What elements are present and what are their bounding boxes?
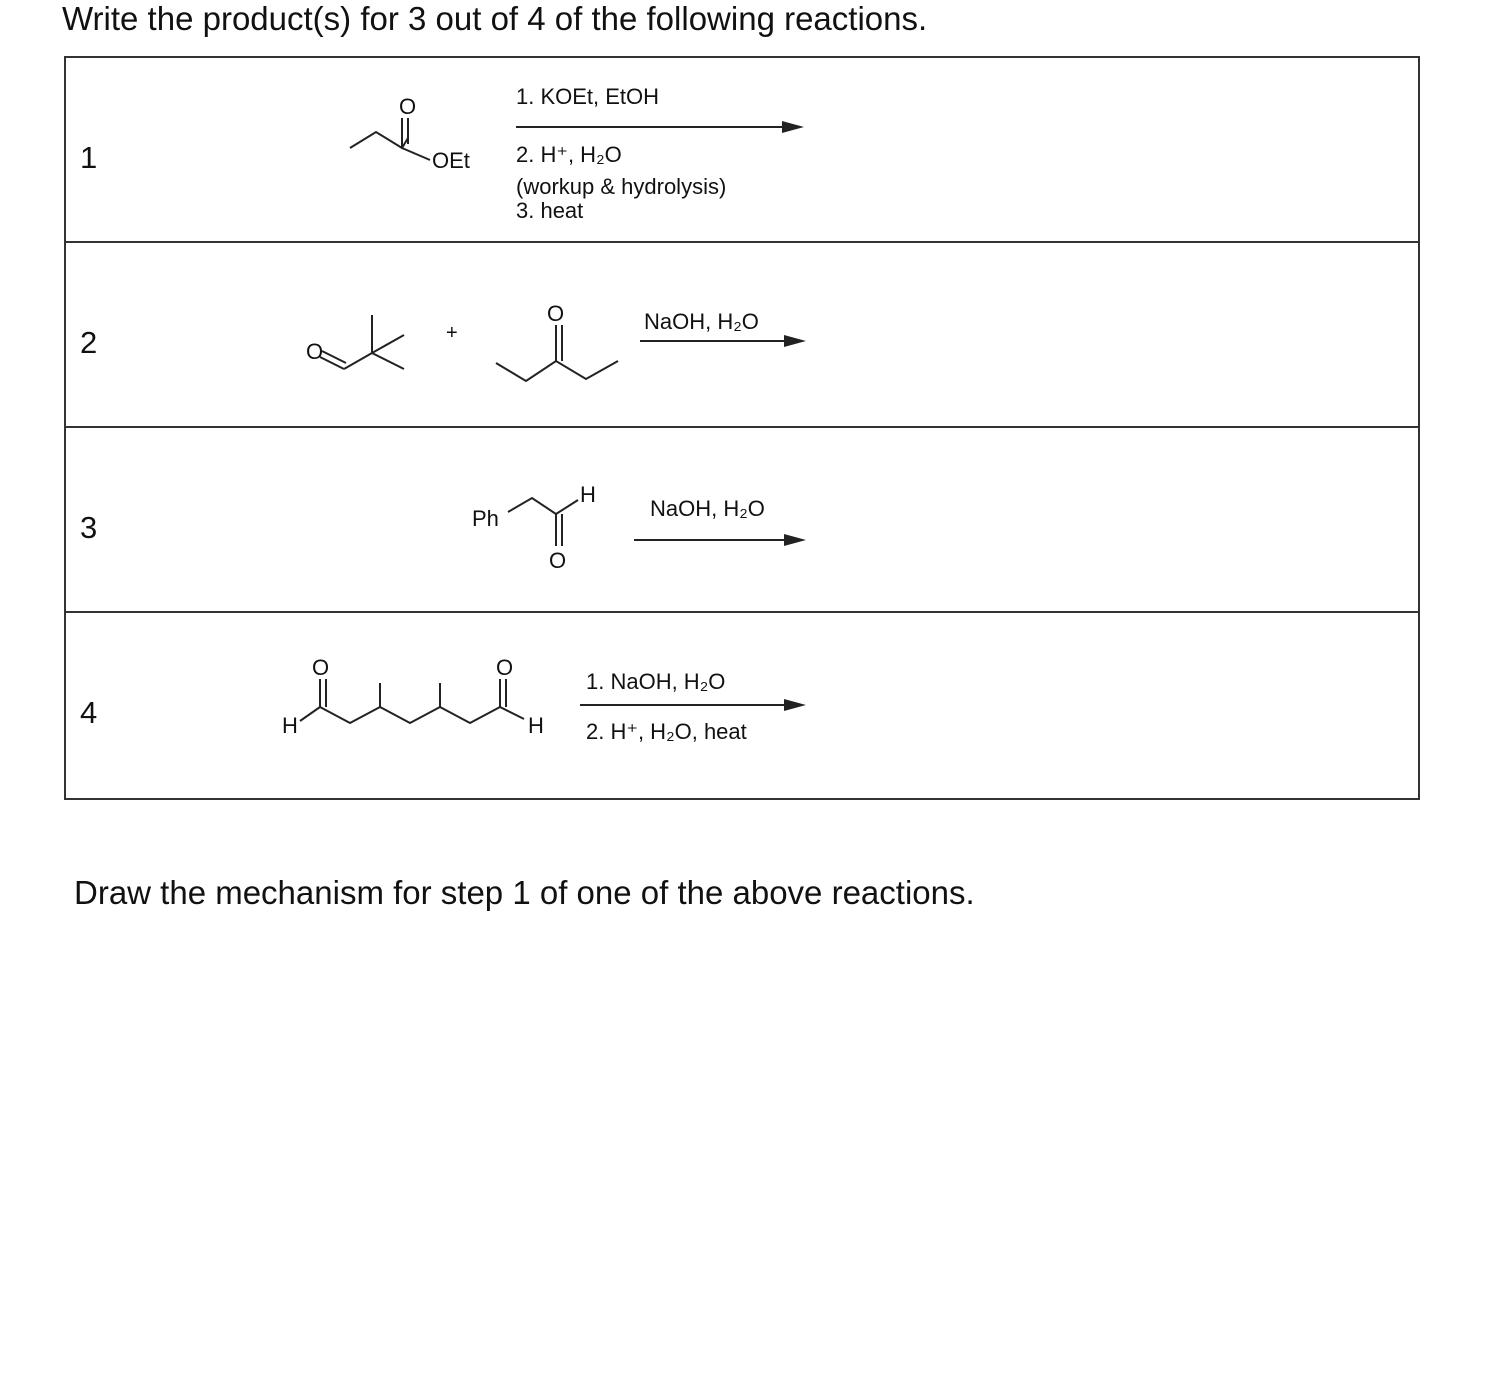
plus-sign: +	[446, 322, 458, 344]
condition-step-2: 2. H⁺, H₂O, heat	[586, 719, 747, 744]
carbonyl-o-label: O	[549, 548, 567, 573]
arrow-head	[784, 335, 806, 347]
reaction-row-3	[66, 428, 1418, 613]
condition: NaOH, H₂O	[650, 496, 765, 521]
condition-step-2: 2. H⁺, H₂O	[516, 142, 622, 167]
row-number: 1	[80, 140, 98, 175]
reaction-table	[64, 56, 1420, 800]
row-number: 4	[80, 695, 98, 730]
arrow-head	[782, 121, 804, 133]
condition-step-3: 3. heat	[516, 198, 584, 223]
reactant-structure-dialdehyde	[66, 613, 1422, 798]
right-h-label: H	[528, 713, 544, 738]
phenyl-label: Ph	[472, 506, 499, 531]
arrow-head	[784, 699, 806, 711]
reaction-row-4	[66, 613, 1418, 798]
condition: NaOH, H₂O	[644, 309, 759, 334]
right-o-label: O	[496, 655, 514, 680]
left-o-label: O	[312, 655, 330, 680]
reactant-structures-aldehyde-ketone	[66, 243, 1422, 428]
aldehyde-h-label: H	[580, 482, 596, 507]
condition-step-1: 1. KOEt, EtOH	[516, 84, 660, 109]
condition-step-1: 1. NaOH, H₂O	[586, 669, 726, 694]
reaction-row-1	[66, 58, 1418, 243]
reactant-structure-ethyl-ester	[66, 58, 1422, 243]
instruction-title: Write the product(s) for 3 out of 4 of the following reactions.	[62, 0, 928, 37]
ketone-o-label: O	[547, 301, 565, 326]
left-h-label: H	[282, 713, 298, 738]
arrow-head	[784, 534, 806, 546]
condition-step-2-note: (workup & hydrolysis)	[516, 174, 727, 199]
carbonyl-o-label: O	[399, 94, 417, 119]
ester-group-label: OEt	[432, 148, 470, 173]
row-number: 2	[80, 325, 98, 360]
aldehyde-o-label: O	[306, 339, 324, 364]
mechanism-prompt: Draw the mechanism for step 1 of one of the above reactions.	[74, 874, 975, 911]
row-number: 3	[80, 510, 98, 545]
reaction-row-2	[66, 243, 1418, 428]
